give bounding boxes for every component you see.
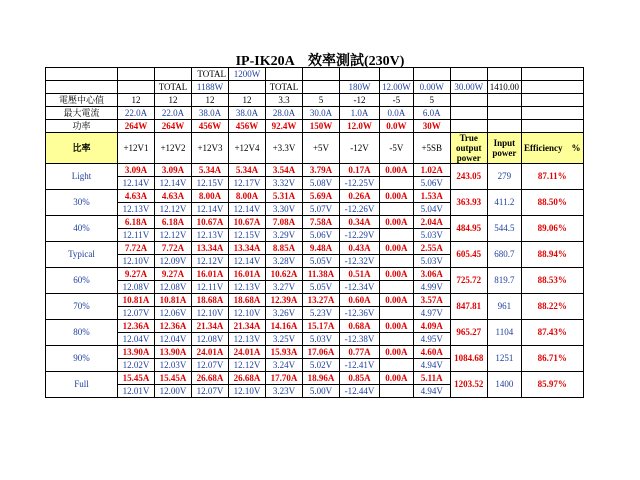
current-cell: 5.34A [229,164,266,177]
voltage-cell [380,203,414,216]
voltage-cell: 12.09V [155,255,192,268]
empty-cell [487,107,521,120]
efficiency-cell: 87.11% [522,164,584,190]
input-power-cell: 819.7 [487,268,521,294]
current-cell: 13.34A [192,242,229,255]
current-cell: 3.54A [266,164,303,177]
current-row-cell: 28.0A [266,107,303,120]
true-output-header: True output power [450,133,487,164]
empty-cell [487,94,521,107]
rail-header: -12V [340,133,380,164]
summary-label-1: TOTAL [155,81,192,94]
input-power-header: Input power [487,133,521,164]
voltage-cell: 5.03V [303,333,340,346]
current-cell: 0.00A [380,216,414,229]
power-row-cell: 264W [155,120,192,133]
load-label: Full [46,372,118,398]
current-cell: 0.60A [340,294,380,307]
voltage-cell: 12.10V [118,255,155,268]
voltage-cell: 5.05V [303,255,340,268]
current-cell: 8.85A [266,242,303,255]
efficiency-cell: 88.94% [522,242,584,268]
load-label: 40% [46,216,118,242]
current-cell: 10.62A [266,268,303,281]
current-cell: 15.45A [118,372,155,385]
current-row-cell: 30.0A [303,107,340,120]
current-cell: 9.27A [118,268,155,281]
current-cell: 7.72A [118,242,155,255]
voltage-cell: 12.08V [118,281,155,294]
load-label: 30% [46,190,118,216]
current-cell: 26.68A [229,372,266,385]
voltage-cell: 12.15V [229,229,266,242]
input-power-cell: 544.5 [487,216,521,242]
current-cell: 10.81A [118,294,155,307]
voltage-cell: 12.15V [192,177,229,190]
table-row [46,242,584,255]
power-row-cell: 0.0W [380,120,414,133]
voltage-cell: -12.36V [340,307,380,320]
efficiency-cell: 85.97% [522,372,584,398]
summary-val-4: 0.00W [413,81,450,94]
voltage-cell: 5.07V [303,203,340,216]
header-row [46,133,584,164]
current-cell: 1.53A [413,190,450,203]
current-row-cell: 0.0A [380,107,414,120]
voltage-cell: 3.23V [266,385,303,398]
current-cell: 0.00A [380,346,414,359]
current-cell: 0.51A [340,268,380,281]
voltage-cell [380,333,414,346]
load-label: Light [46,164,118,190]
voltage-cell: 12.07V [118,307,155,320]
voltage-cell: 3.27V [266,281,303,294]
voltage-cell: 5.23V [303,307,340,320]
table-row [46,346,584,359]
power-row-cell: 92.4W [266,120,303,133]
summary-val-2: 180W [340,81,380,94]
total-row [46,68,584,81]
voltage-cell: 12.07V [192,385,229,398]
empty-cell [522,107,584,120]
load-label: 70% [46,294,118,320]
voltage-cell: 12.12V [155,203,192,216]
voltage-cell: -12.41V [340,359,380,372]
input-power-cell: 279 [487,164,521,190]
rail-header: +3.3V [266,133,303,164]
current-cell: 6.18A [118,216,155,229]
voltage-cell: 3.28V [266,255,303,268]
load-label: 60% [46,268,118,294]
rail-header: +5SB [413,133,450,164]
empty-cell [450,120,487,133]
voltage-cell: 5.03V [413,255,450,268]
summary-row [46,81,584,94]
voltage-cell: 12.12V [192,255,229,268]
current-cell: 24.01A [192,346,229,359]
voltage-cell: 5.06V [413,177,450,190]
voltage-cell [380,255,414,268]
current-row-cell: 22.0A [118,107,155,120]
voltage-cell: 12.13V [229,281,266,294]
voltage-cell [380,385,414,398]
current-cell: 3.79A [303,164,340,177]
voltage-cell: 12.10V [229,307,266,320]
voltage-row-cell: 5 [303,94,340,107]
power-row-cell: 456W [229,120,266,133]
current-row [46,107,584,120]
current-cell: 5.11A [413,372,450,385]
voltage-cell: 12.17V [229,177,266,190]
power-row [46,120,584,133]
current-row-label: 最大電流 [46,107,118,120]
current-cell: 13.34A [229,242,266,255]
true-output-cell: 847.81 [450,294,487,320]
voltage-cell: 12.04V [118,333,155,346]
voltage-cell: 12.10V [229,385,266,398]
rail-header: +5V [303,133,340,164]
voltage-cell: 12.08V [155,281,192,294]
true-output-cell: 1084.68 [450,346,487,372]
true-output-cell: 965.27 [450,320,487,346]
voltage-cell: 3.24V [266,359,303,372]
true-output-cell: 363.93 [450,190,487,216]
table-row [46,294,584,307]
voltage-cell: 12.04V [155,333,192,346]
current-cell: 24.01A [229,346,266,359]
current-cell: 0.00A [380,242,414,255]
voltage-row-cell: 3.3 [266,94,303,107]
current-cell: 1.02A [413,164,450,177]
voltage-cell: 12.11V [192,281,229,294]
voltage-cell: -12.25V [340,177,380,190]
current-cell: 13.90A [118,346,155,359]
table-row [46,320,584,333]
current-cell: 0.00A [380,190,414,203]
current-cell: 5.34A [192,164,229,177]
voltage-cell: 5.00V [303,385,340,398]
current-cell: 12.36A [118,320,155,333]
current-cell: 0.26A [340,190,380,203]
page-title: IP-IK20A 效率測試(230V) [235,54,405,69]
efficiency-cell: 89.06% [522,216,584,242]
total-value: 1200W [229,68,266,81]
voltage-cell: 12.08V [192,333,229,346]
efficiency-header: Efficiency % [522,133,584,164]
rail-header: +12V1 [118,133,155,164]
current-cell: 3.09A [118,164,155,177]
empty-cell [487,120,521,133]
current-cell: 11.38A [303,268,340,281]
efficiency-cell: 86.71% [522,346,584,372]
current-cell: 21.34A [192,320,229,333]
table-row [46,164,584,177]
rail-header: -5V [380,133,414,164]
voltage-row [46,94,584,107]
efficiency-cell: 88.53% [522,268,584,294]
current-cell: 7.72A [155,242,192,255]
voltage-row-label: 電壓中心值 [46,94,118,107]
empty-cell [450,107,487,120]
voltage-cell [380,177,414,190]
current-cell: 21.34A [229,320,266,333]
voltage-cell: 5.08V [303,177,340,190]
current-cell: 0.43A [340,242,380,255]
power-row-label: 功率 [46,120,118,133]
rail-header: +12V2 [155,133,192,164]
true-output-cell: 484.95 [450,216,487,242]
rail-header: +12V4 [229,133,266,164]
voltage-row-cell: 12 [118,94,155,107]
voltage-cell: 12.13V [118,203,155,216]
efficiency-cell: 88.50% [522,190,584,216]
voltage-row-cell: -5 [380,94,414,107]
current-cell: 18.68A [192,294,229,307]
current-cell: 4.63A [155,190,192,203]
true-output-cell: 605.45 [450,242,487,268]
current-cell: 3.09A [155,164,192,177]
voltage-cell: 12.14V [155,177,192,190]
voltage-row-cell: 12 [192,94,229,107]
voltage-cell: 12.14V [229,203,266,216]
voltage-cell: -12.26V [340,203,380,216]
voltage-cell: 4.94V [413,385,450,398]
current-cell: 3.57A [413,294,450,307]
current-cell: 15.17A [303,320,340,333]
voltage-cell [380,281,414,294]
voltage-cell: -12.34V [340,281,380,294]
voltage-cell: 12.14V [192,203,229,216]
current-cell: 4.09A [413,320,450,333]
power-row-cell: 30W [413,120,450,133]
current-cell: 4.60A [413,346,450,359]
table-row [46,216,584,229]
load-label: 80% [46,320,118,346]
empty-cell [522,120,584,133]
voltage-cell: 4.95V [413,333,450,346]
efficiency-table [45,67,584,398]
current-cell: 0.85A [340,372,380,385]
voltage-cell: 12.06V [155,307,192,320]
power-row-cell: 456W [192,120,229,133]
current-cell: 3.06A [413,268,450,281]
current-cell: 0.00A [380,372,414,385]
current-cell: 5.69A [303,190,340,203]
table-row [46,372,584,385]
voltage-cell: 3.25V [266,333,303,346]
voltage-cell: 12.13V [229,333,266,346]
current-cell: 0.68A [340,320,380,333]
current-cell: 0.00A [380,164,414,177]
voltage-cell: -12.44V [340,385,380,398]
ratio-header: 比率 [46,133,118,164]
voltage-cell: 12.02V [118,359,155,372]
current-cell: 9.27A [155,268,192,281]
current-cell: 13.90A [155,346,192,359]
voltage-cell [380,307,414,320]
current-row-cell: 38.0A [229,107,266,120]
current-cell: 18.68A [229,294,266,307]
current-cell: 17.06A [303,346,340,359]
true-output-cell: 1203.52 [450,372,487,398]
current-cell: 10.81A [155,294,192,307]
voltage-cell [380,359,414,372]
rail-header: +12V3 [192,133,229,164]
current-cell: 9.48A [303,242,340,255]
current-cell: 16.01A [229,268,266,281]
current-cell: 2.55A [413,242,450,255]
true-output-cell: 243.05 [450,164,487,190]
voltage-cell: 5.04V [413,203,450,216]
voltage-cell: 12.07V [192,359,229,372]
voltage-cell: 5.05V [303,281,340,294]
voltage-cell: 12.13V [192,229,229,242]
voltage-cell: 5.03V [413,229,450,242]
voltage-cell: 5.02V [303,359,340,372]
voltage-cell: 12.01V [118,385,155,398]
power-row-cell: 12.0W [340,120,380,133]
current-cell: 0.00A [380,294,414,307]
current-cell: 7.58A [303,216,340,229]
voltage-cell: 12.12V [229,359,266,372]
input-power-cell: 1104 [487,320,521,346]
current-row-cell: 38.0A [192,107,229,120]
input-power-cell: 1400 [487,372,521,398]
voltage-cell [380,229,414,242]
summary-val-6: 1410.00 [487,81,521,94]
current-cell: 15.93A [266,346,303,359]
current-cell: 8.00A [192,190,229,203]
current-cell: 17.70A [266,372,303,385]
voltage-cell: 3.29V [266,229,303,242]
load-label: Typical [46,242,118,268]
current-cell: 0.00A [380,268,414,281]
current-row-cell: 22.0A [155,107,192,120]
current-row-cell: 6.0A [413,107,450,120]
voltage-cell: 12.14V [118,177,155,190]
voltage-cell: -12.32V [340,255,380,268]
current-cell: 26.68A [192,372,229,385]
voltage-cell: 4.99V [413,281,450,294]
voltage-cell: 3.32V [266,177,303,190]
current-cell: 15.45A [155,372,192,385]
current-cell: 12.36A [155,320,192,333]
voltage-cell: 3.30V [266,203,303,216]
current-cell: 16.01A [192,268,229,281]
input-power-cell: 961 [487,294,521,320]
current-cell: 6.18A [155,216,192,229]
voltage-cell: 4.94V [413,359,450,372]
voltage-cell: 12.00V [155,385,192,398]
current-cell: 7.08A [266,216,303,229]
load-label: 90% [46,346,118,372]
current-cell: 18.96A [303,372,340,385]
power-row-cell: 264W [118,120,155,133]
input-power-cell: 1251 [487,346,521,372]
voltage-cell: 5.06V [303,229,340,242]
voltage-cell: -12.38V [340,333,380,346]
current-cell: 10.67A [229,216,266,229]
current-cell: 4.63A [118,190,155,203]
current-cell: 5.31A [266,190,303,203]
voltage-cell: 12.10V [192,307,229,320]
voltage-cell: 12.14V [229,255,266,268]
power-row-cell: 150W [303,120,340,133]
current-cell: 13.27A [303,294,340,307]
current-cell: 2.04A [413,216,450,229]
current-cell: 0.77A [340,346,380,359]
voltage-row-cell: 12 [155,94,192,107]
voltage-cell: 3.26V [266,307,303,320]
input-power-cell: 680.7 [487,242,521,268]
voltage-cell: 12.11V [118,229,155,242]
current-cell: 10.67A [192,216,229,229]
current-cell: 12.39A [266,294,303,307]
total-label: TOTAL [192,68,229,81]
summary-val-3: 12.00W [380,81,414,94]
voltage-cell: 12.12V [155,229,192,242]
table-row [46,190,584,203]
true-output-cell: 725.72 [450,268,487,294]
voltage-row-cell: -12 [340,94,380,107]
voltage-cell: 12.03V [155,359,192,372]
voltage-row-cell: 12 [229,94,266,107]
table-row [46,268,584,281]
summary-label-2: TOTAL [266,81,303,94]
input-power-cell: 411.2 [487,190,521,216]
current-cell: 8.00A [229,190,266,203]
voltage-row-cell: 5 [413,94,450,107]
voltage-cell: -12.29V [340,229,380,242]
summary-val-5: 30.00W [450,81,487,94]
efficiency-cell: 88.22% [522,294,584,320]
current-cell: 0.00A [380,320,414,333]
summary-val-1: 1188W [192,81,229,94]
empty-cell [522,94,584,107]
current-row-cell: 1.0A [340,107,380,120]
current-cell: 0.34A [340,216,380,229]
efficiency-cell: 87.43% [522,320,584,346]
current-cell: 0.17A [340,164,380,177]
voltage-cell: 4.97V [413,307,450,320]
empty-cell [450,94,487,107]
current-cell: 14.16A [266,320,303,333]
